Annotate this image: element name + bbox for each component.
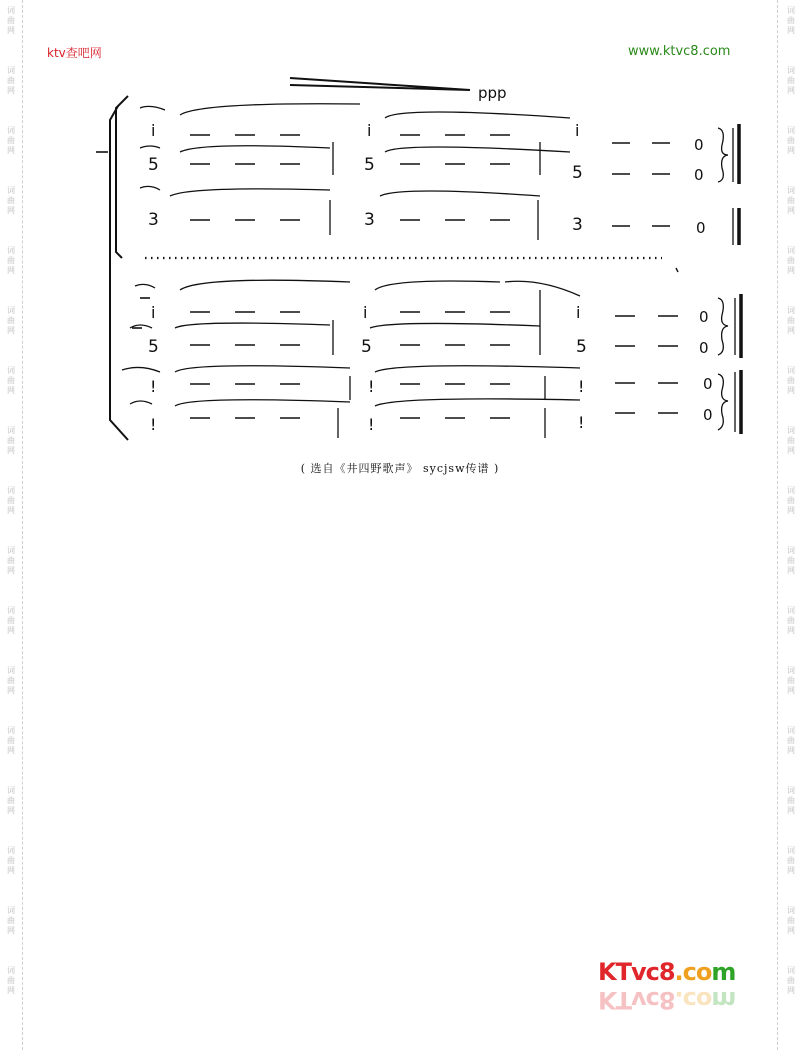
tie-arc: [505, 281, 580, 296]
watermark-char: 网: [787, 266, 795, 275]
note: i: [151, 121, 156, 140]
watermark-char: 词: [7, 906, 15, 915]
watermark-char: 网: [787, 206, 795, 215]
watermark-char: 网: [787, 506, 795, 515]
watermark-char: 词: [7, 6, 15, 15]
watermark-char: 词: [787, 966, 795, 975]
decrescendo-hairpin: [290, 78, 470, 90]
tie-arc: [180, 146, 330, 152]
watermark-char: 网: [7, 326, 15, 335]
watermark-text: [784, 546, 798, 576]
watermark-char: 网: [7, 446, 15, 455]
watermark-char: 网: [7, 866, 15, 875]
watermark-char: 网: [7, 146, 15, 155]
note: 3: [572, 215, 583, 235]
site-url-link[interactable]: www.ktvc8.com: [628, 44, 731, 59]
watermark-text: [784, 606, 798, 636]
watermark-char: 词: [7, 606, 15, 615]
watermark-char: 网: [787, 866, 795, 875]
watermark-char: 网: [7, 626, 15, 635]
watermark-char: 网: [787, 86, 795, 95]
watermark-char: 词: [787, 906, 795, 915]
watermark-text: [4, 966, 18, 996]
watermark-char: 网: [7, 266, 15, 275]
extension-dashes: [96, 135, 678, 418]
tie-arc: [180, 104, 360, 115]
tie-arc: [122, 367, 160, 372]
rest: 0: [703, 375, 713, 393]
numbered-music-score: [0, 0, 800, 450]
watermark-char: 网: [787, 386, 795, 395]
note: i: [367, 121, 372, 140]
watermark-char: 网: [7, 986, 15, 995]
watermark-char: 网: [7, 746, 15, 755]
watermark-char: 曲: [787, 916, 795, 925]
watermark-char: 词: [787, 606, 795, 615]
right-brace: [718, 374, 728, 430]
rest: 0: [699, 339, 709, 357]
watermark-text: [4, 786, 18, 816]
watermark-text: [4, 546, 18, 576]
tie-arc: [375, 399, 580, 406]
watermark-char: 网: [787, 986, 795, 995]
watermark-char: 词: [787, 786, 795, 795]
watermark-text: [4, 606, 18, 636]
note: i: [151, 303, 156, 322]
watermark-char: 网: [7, 506, 15, 515]
watermark-char: 词: [787, 6, 795, 15]
watermark-char: 词: [7, 126, 15, 135]
watermark-char: 网: [7, 806, 15, 815]
watermark-text: [784, 846, 798, 876]
watermark-char: 网: [7, 206, 15, 215]
watermark-char: 词: [787, 666, 795, 675]
watermark-text: [4, 906, 18, 936]
dynamic-marking: ppp: [478, 84, 507, 102]
watermark-char: 词: [7, 66, 15, 75]
watermark-char: 曲: [7, 376, 15, 385]
note: !: [578, 377, 585, 396]
watermark-text: [784, 786, 798, 816]
tie-arc: [375, 281, 500, 290]
watermark-char: 词: [787, 846, 795, 855]
watermark-text: [784, 906, 798, 936]
watermark-char: 词: [7, 546, 15, 555]
watermark-char: 曲: [787, 376, 795, 385]
logo-reflection-part: .co: [674, 986, 712, 1014]
tie-arc: [175, 366, 350, 372]
site-logo-reflection: [598, 986, 735, 1014]
tie-arc: [140, 186, 160, 190]
tie-arc: [380, 191, 540, 196]
watermark-char: 曲: [7, 556, 15, 565]
watermark-char: 网: [787, 26, 795, 35]
tie-arc: [385, 112, 570, 118]
watermark-char: 词: [7, 966, 15, 975]
watermark-char: 词: [7, 306, 15, 315]
rest: 0: [703, 406, 713, 424]
watermark-char: 词: [7, 246, 15, 255]
watermark-char: 网: [7, 26, 15, 35]
note: i: [576, 303, 581, 322]
right-brace: [718, 128, 728, 182]
tie-arc: [140, 146, 160, 148]
watermark-text: [784, 726, 798, 756]
watermark-char: 网: [7, 386, 15, 395]
watermark-text: [4, 726, 18, 756]
watermark-char: 词: [7, 846, 15, 855]
watermark-char: 网: [7, 566, 15, 575]
watermark-text: [4, 846, 18, 876]
rest: 0: [694, 136, 704, 154]
logo-part-m: m: [711, 958, 736, 986]
watermark-char: 网: [7, 86, 15, 95]
right-brace: [718, 298, 728, 355]
tie-arc: [135, 284, 155, 288]
tie-arc: [140, 106, 165, 110]
tie-arc: [175, 400, 350, 406]
watermark-char: 网: [787, 566, 795, 575]
watermark-char: 词: [7, 366, 15, 375]
tie-arc: [385, 147, 570, 152]
watermark-char: 网: [7, 926, 15, 935]
tie-arc: [180, 280, 350, 290]
watermark-char: 曲: [7, 196, 15, 205]
watermark-char: 曲: [787, 676, 795, 685]
watermark-text: [784, 666, 798, 696]
watermark-char: 网: [787, 806, 795, 815]
note: 5: [148, 337, 159, 357]
watermark-char: 曲: [7, 976, 15, 985]
watermark-char: 曲: [787, 436, 795, 445]
watermark-char: 词: [787, 246, 795, 255]
watermark-char: 曲: [787, 256, 795, 265]
watermark-char: 词: [7, 666, 15, 675]
watermark-char: 网: [787, 686, 795, 695]
note: 5: [148, 155, 159, 175]
watermark-char: 曲: [7, 856, 15, 865]
note: 5: [361, 337, 372, 357]
rest: 0: [696, 219, 706, 237]
site-name-link[interactable]: ktv查吧网: [47, 46, 102, 60]
source-note: ( 选自《井四野歌声》 sycjsw传谱 ): [300, 462, 500, 475]
watermark-char: 词: [7, 486, 15, 495]
watermark-char: 曲: [7, 436, 15, 445]
watermark-char: 词: [7, 726, 15, 735]
watermark-char: 曲: [7, 796, 15, 805]
watermark-char: 曲: [787, 856, 795, 865]
watermark-char: 曲: [7, 736, 15, 745]
watermark-char: 曲: [787, 196, 795, 205]
watermark-char: 网: [787, 926, 795, 935]
watermark-char: 网: [787, 146, 795, 155]
watermark-char: 网: [787, 746, 795, 755]
note: 5: [572, 163, 583, 183]
watermark-char: 词: [787, 126, 795, 135]
watermark-char: 词: [787, 306, 795, 315]
note: !: [368, 377, 375, 396]
watermark-char: 曲: [787, 616, 795, 625]
note: 5: [576, 337, 587, 357]
watermark-text: [784, 486, 798, 516]
watermark-char: 曲: [7, 136, 15, 145]
tie-arc: [170, 189, 330, 196]
watermark-char: 词: [787, 426, 795, 435]
watermark-char: 曲: [787, 736, 795, 745]
upper-system-bracket: [116, 96, 128, 258]
watermark-char: 曲: [787, 556, 795, 565]
site-logo[interactable]: [598, 958, 735, 986]
note: i: [575, 121, 580, 140]
watermark-char: 曲: [7, 616, 15, 625]
tie-arc: [175, 323, 330, 328]
watermark-char: 曲: [787, 136, 795, 145]
watermark-char: 词: [787, 186, 795, 195]
watermark-char: 词: [787, 546, 795, 555]
watermark-char: 曲: [7, 496, 15, 505]
watermark-char: 曲: [787, 316, 795, 325]
tie-arc: [370, 323, 540, 328]
rest: 0: [699, 308, 709, 326]
watermark-char: 词: [787, 486, 795, 495]
watermark-char: 曲: [7, 316, 15, 325]
watermark-char: 词: [7, 426, 15, 435]
rest: 0: [694, 166, 704, 184]
logo-reflection-part: KTvc8: [598, 986, 675, 1014]
watermark-char: 词: [787, 366, 795, 375]
watermark-char: 词: [787, 66, 795, 75]
watermark-char: 网: [787, 626, 795, 635]
logo-part-ktvc8: KTvc8: [598, 958, 675, 986]
watermark-char: 网: [7, 686, 15, 695]
watermark-char: 网: [787, 446, 795, 455]
logo-reflection-part: m: [711, 986, 736, 1014]
tie-arc: [375, 366, 580, 372]
watermark-text: [4, 486, 18, 516]
watermark-char: 网: [787, 326, 795, 335]
tie-arc: [130, 401, 152, 404]
watermark-text: [4, 666, 18, 696]
note: 5: [364, 155, 375, 175]
note: 3: [364, 210, 375, 230]
note: !: [368, 415, 375, 434]
watermark-char: 词: [7, 786, 15, 795]
watermark-char: 曲: [787, 976, 795, 985]
note: !: [578, 413, 585, 432]
watermark-char: 曲: [787, 496, 795, 505]
watermark-char: 曲: [7, 76, 15, 85]
watermark-char: 曲: [7, 676, 15, 685]
watermark-char: 曲: [787, 16, 795, 25]
logo-part-co: .co: [674, 958, 712, 986]
outer-system-bracket: [110, 106, 128, 440]
watermark-char: 曲: [787, 76, 795, 85]
note: !: [150, 377, 157, 396]
note: 3: [148, 210, 159, 230]
watermark-char: 曲: [7, 256, 15, 265]
watermark-char: 曲: [7, 16, 15, 25]
watermark-char: 词: [787, 726, 795, 735]
note: !: [150, 415, 157, 434]
watermark-char: 词: [7, 186, 15, 195]
watermark-char: 曲: [7, 916, 15, 925]
watermark-char: 曲: [787, 796, 795, 805]
watermark-text: [784, 966, 798, 996]
note: i: [363, 303, 368, 322]
